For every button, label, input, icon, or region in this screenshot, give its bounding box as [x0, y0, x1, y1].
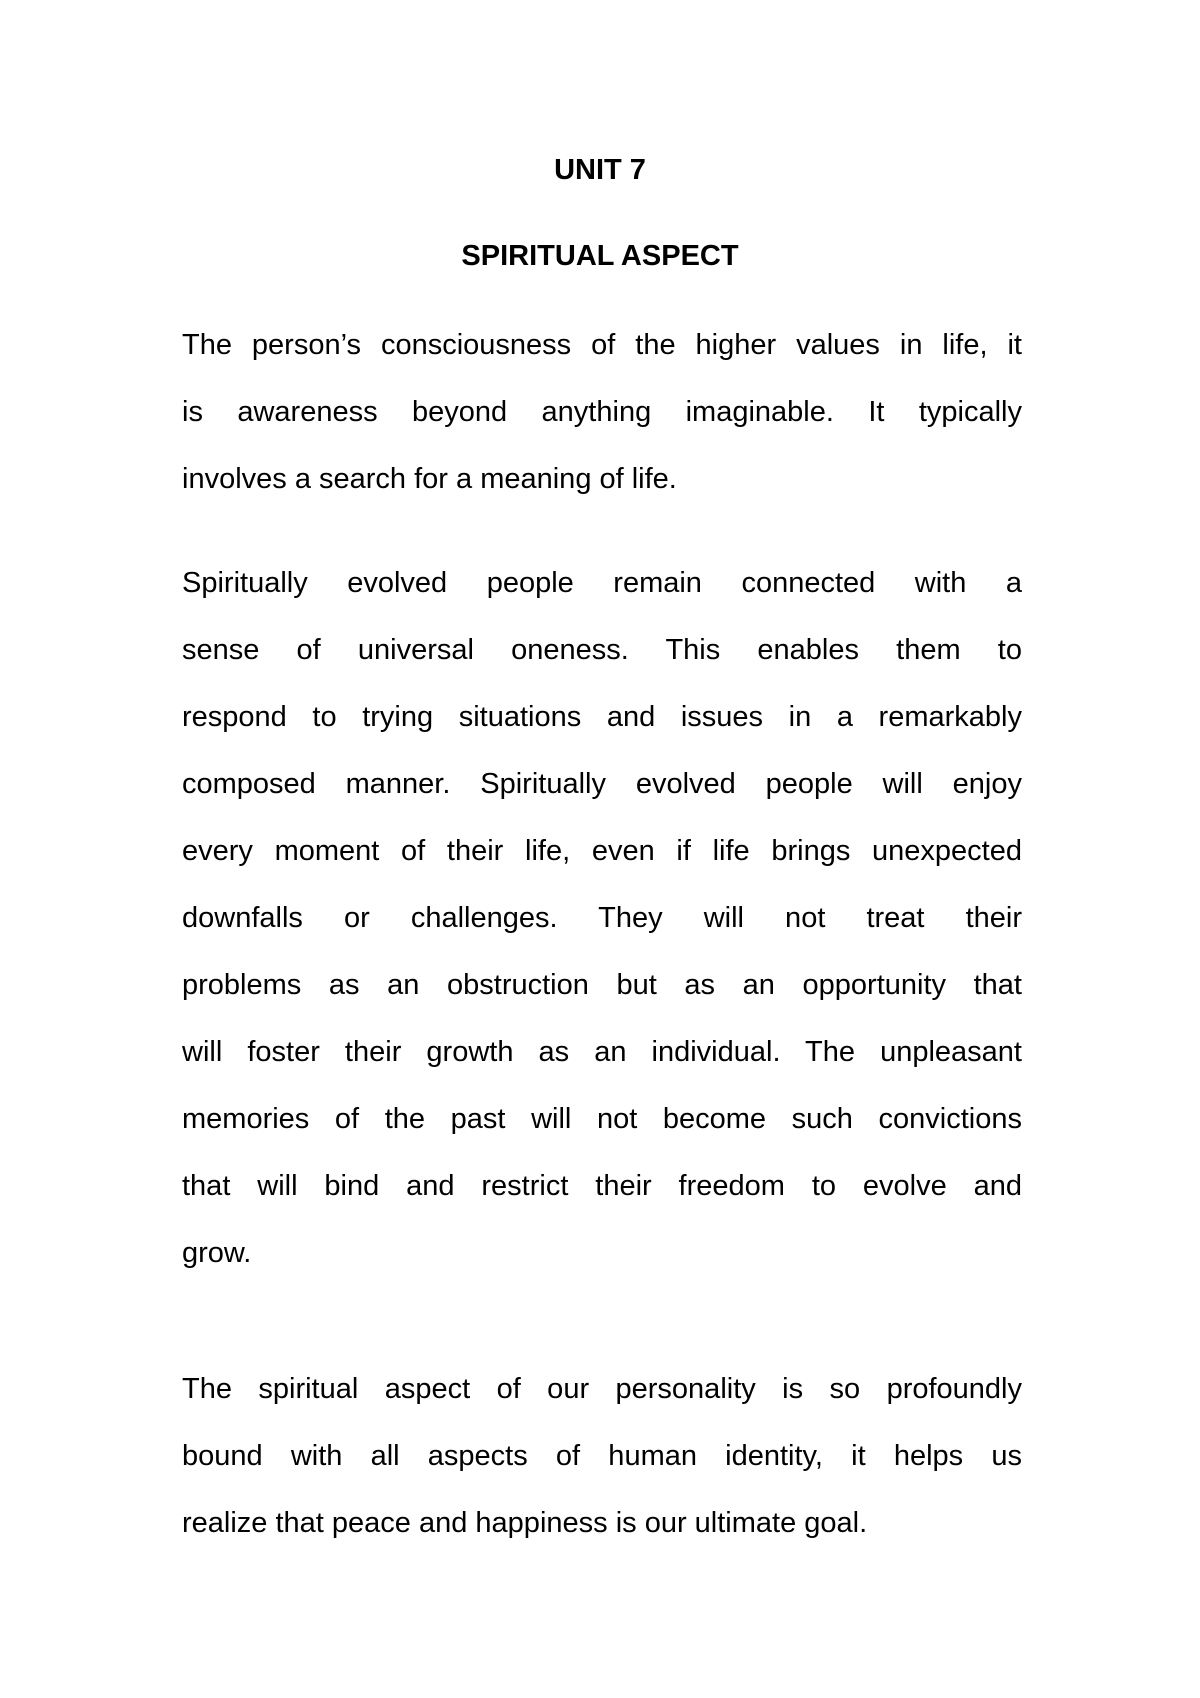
paragraph-line: realize that peace and happiness is our ultimate goal.	[182, 1507, 868, 1539]
paragraph-line: involves a search for a meaning of life.	[182, 463, 677, 495]
paragraph-line: sense of universal oneness. This enables them to	[182, 634, 1022, 666]
unit-title: UNIT 7	[554, 154, 646, 186]
paragraph-line: every moment of their life, even if life brings unexpected	[182, 835, 1022, 867]
paragraph-line: downfalls or challenges. They will not treat their	[182, 902, 1022, 934]
paragraph-line: Spiritually evolved people remain connected with a	[182, 567, 1022, 599]
paragraph-line: memories of the past will not become such convictions	[182, 1103, 1022, 1135]
paragraph-line: problems as an obstruction but as an opportunity that	[182, 969, 1022, 1001]
paragraph-line: composed manner. Spiritually evolved people will enjoy	[182, 768, 1022, 800]
section-title: SPIRITUAL ASPECT	[461, 240, 739, 272]
paragraph-consciousness	[182, 312, 1022, 513]
paragraph-line: that will bind and restrict their freedom to evolve and	[182, 1170, 1022, 1202]
paragraph-line: The person’s consciousness of the higher values in life, it	[182, 329, 1022, 361]
paragraph-line: is awareness beyond anything imaginable. It typically	[182, 396, 1022, 428]
paragraph-spiritually-evolved	[182, 550, 1022, 1287]
paragraph-line: bound with all aspects of human identity, it helps us	[182, 1440, 1022, 1472]
paragraph-line: The spiritual aspect of our personality is so profoundly	[182, 1373, 1022, 1405]
paragraph-spiritual-aspect	[182, 1356, 1022, 1557]
paragraph-line: will foster their growth as an individual. The unpleasant	[182, 1036, 1022, 1068]
paragraph-line: grow.	[182, 1237, 252, 1269]
paragraph-line: respond to trying situations and issues in a remarkably	[182, 701, 1022, 733]
